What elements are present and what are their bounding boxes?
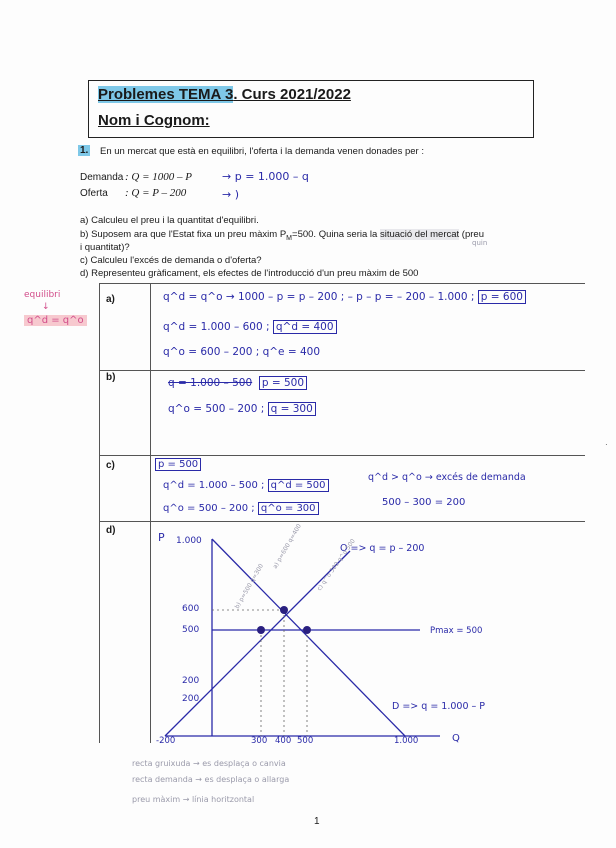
y-axis-label: P	[158, 531, 165, 544]
y-tick: 200	[182, 676, 200, 686]
graph-note-a: a) p=600 q=400	[271, 522, 303, 570]
table-row-divider	[99, 370, 585, 371]
x-tick: 400	[275, 736, 292, 743]
x-tick: 300	[251, 736, 268, 743]
supply-ceiling-point	[257, 626, 265, 634]
answer-b-line1: q = 1.000 – 500 p = 500	[168, 377, 307, 389]
margin-note-arrow: ↓	[42, 302, 50, 312]
page-number: 1	[314, 816, 320, 827]
graph-note-b: b) p=500 q=300	[233, 562, 266, 610]
footer-note-3: preu màxim → línia horitzontal	[132, 795, 255, 804]
name-label: Nom i Cognom:	[98, 112, 210, 129]
supply-label: Oferta	[80, 188, 108, 199]
margin-mark: ·	[605, 440, 608, 449]
item-b: b) Suposem ara que l'Estat fixa un preu màxim $P_M=500$. Quina seria la situació del mercat (preu	[80, 229, 484, 242]
demand-line	[212, 539, 405, 736]
margin-note-line2: q^d = q^o	[24, 315, 87, 326]
title-highlight: Problemes TEMA 3	[98, 86, 234, 103]
answer-c-line1: q^d = 1.000 – 500 ; q^d = 500	[163, 480, 329, 491]
x-tick: -200	[156, 736, 176, 743]
y-tick: 200	[182, 694, 200, 704]
supply-formula: : Q = P – 200	[125, 187, 187, 199]
answer-b-price-box: p = 500	[259, 376, 307, 390]
price-ceiling-label: Pmax = 500	[430, 626, 483, 636]
answer-c-price: p = 500	[155, 459, 201, 470]
demand-label: Demanda	[80, 172, 124, 183]
page-title	[98, 86, 351, 103]
answer-c-qo-box: q^o = 300	[258, 502, 319, 515]
graph-note-c: c) q^o 300 q^d 500	[315, 537, 357, 593]
supply-note: → )	[222, 188, 240, 201]
equilibrium-point	[280, 606, 288, 614]
demand-ceiling-point	[303, 626, 311, 634]
margin-note-line1: equilibri	[24, 290, 61, 300]
x-axis-label: Q	[452, 733, 460, 743]
y-tick: 600	[182, 604, 200, 614]
answer-a-qty-box: q^d = 400	[273, 320, 337, 334]
footer-note-1: recta gruixuda → es desplaça o canvia	[132, 759, 286, 768]
row-label-d: d)	[106, 525, 116, 536]
row-label-c: c)	[106, 460, 115, 471]
demand-note: → p = 1.000 – q	[222, 170, 309, 183]
answer-c-line2: q^o = 500 – 200 ; q^o = 300	[163, 503, 319, 514]
answer-a-price-box: p = 600	[478, 290, 526, 304]
answer-a-line2: q^d = 1.000 – 600 ; q^d = 400	[163, 321, 337, 333]
x-tick: 500	[297, 736, 314, 743]
footer-note-2: recta demanda → es desplaça o allarga	[132, 775, 290, 784]
supply-curve-label: O => q = p – 200	[340, 543, 425, 554]
supply-demand-graph	[150, 521, 585, 743]
question-text: En un mercat que està en equilibri, l'oferta i la demanda venen donades per :	[100, 146, 424, 157]
demand-curve-label: D => q = 1.000 – P	[392, 701, 486, 712]
title-box	[88, 80, 534, 138]
item-a: a) Calculeu el preu i la quantitat d'equilibri.	[80, 215, 259, 226]
title-rest: . Curs 2021/2022	[233, 86, 351, 103]
row-label-b: b)	[106, 372, 116, 383]
demand-formula: : Q = 1000 – P	[125, 171, 192, 183]
table-row-divider	[99, 455, 585, 456]
y-tick: 1.000	[176, 536, 202, 546]
answer-a-line1: q^d = q^o → 1000 – p = p – 200 ; – p – p = – 200 – 1.000 ; p = 600	[163, 291, 526, 303]
x-tick: 1.000	[394, 736, 419, 743]
question-number: 1.	[80, 145, 89, 156]
answer-b-line2: q^o = 500 – 200 ; q = 300	[168, 403, 316, 415]
row-label-a: a)	[106, 294, 115, 305]
answer-a-line3: q^o = 600 – 200 ; q^e = 400	[163, 346, 321, 358]
item-d: d) Representeu gràficament, els efectes de l'introducció d'un preu màxim de 500	[80, 268, 419, 279]
answer-c-qd-box: q^d = 500	[268, 479, 329, 492]
answer-b-qty-box: q = 300	[268, 402, 316, 416]
answer-c-excess: q^d > q^o → excés de demanda	[368, 472, 526, 483]
item-c: c) Calculeu l'excés de demanda o d'oferta?	[80, 255, 262, 266]
y-tick: 500	[182, 625, 200, 635]
answer-c-calc: 500 – 300 = 200	[382, 497, 466, 508]
item-b-note: quin	[472, 239, 488, 247]
item-b-line2: i quantitat)?	[80, 242, 130, 253]
